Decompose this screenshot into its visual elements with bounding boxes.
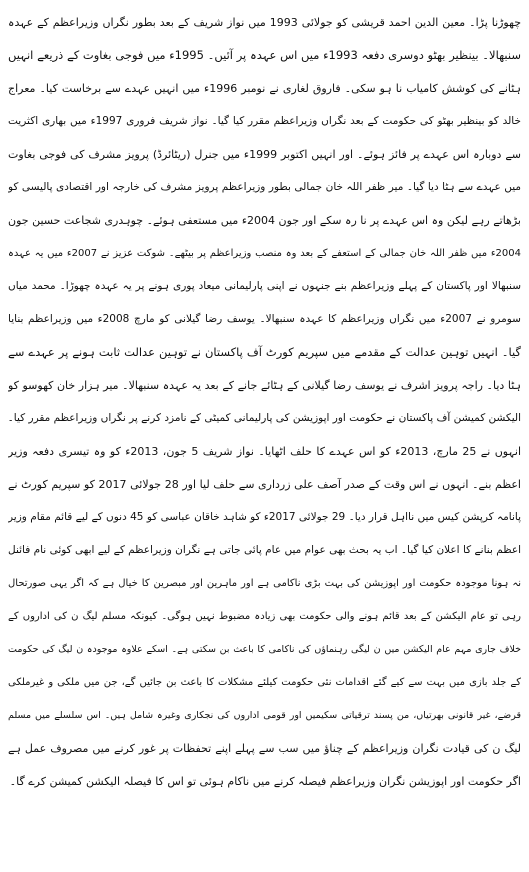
article-line-16: پانامہ کرپشن کیس میں نااہل قرار دیا۔ 29 جولائی 2017ء کو شاہد خاقان عباسی کو 45 دنوں کے لیے قائم مقام وزیر (8, 511, 521, 523)
article-line-24: اگر حکومت اور اپوزیشن نگران وزیراعظم فیصلہ کرنے میں ناکام ہوئی تو اس کا فیصلہ الیکشن کمیشن کرے گا۔ (9, 775, 521, 788)
article-line-3: ہٹانے کی کوشش کامیاب نا ہو سکی۔ فاروق لغاری نے نومبر 1996ء میں انہیں عہدے سے برخاست کیا۔ معراج (8, 82, 521, 95)
article-line-10: سومرو نے 2007ء میں نگراں وزیراعظم کا عہدہ سنبھالا۔ یوسف رضا گیلانی کو مارچ 2008ء میں وزیراعظم بنایا (8, 313, 521, 325)
article-line-8: 2004ء میں ظفر اللہ خان جمالی کے استعفے کے بعد وہ منصب وزیراعظم پر بیٹھے۔ شوکت عزیز نے 2007ء میں یہ عہدہ (8, 248, 521, 259)
article-line-11: گیا۔ انہیں توہین عدالت کے مقدمے میں سپریم کورٹ آف پاکستان نے توہین عدالت ثابت ہونے پر عہدے سے (8, 345, 521, 359)
article-line-14: انہوں نے 25 مارچ، 2013ء کو اس عہدے کا حلف اٹھایا۔ نواز شریف 5 جون، 2013ء کو وہ تیسری دفعہ وزیر (8, 445, 521, 458)
article-line-17: اعظم بنانے کا اعلان کیا گیا۔ اب یہ بحث بھی عوام میں عام پائی جاتی ہے نگران وزیراعظم کے لیے ابھی کوئی نام فائنل (8, 544, 521, 556)
article-line-9: سنبھالا اور پاکستان کے پہلے وزیراعظم بنے جنہوں نے اپنی پارلیمانی میعاد پوری ہونے پر یہ عہدہ چھوڑا۔ محمد میاں (8, 280, 521, 292)
article-line-23: لیگ ن کی قیادت نگران وزیراعظم کے چناؤ میں سب سے پہلے اپنے تحفظات پر غور کرنے میں مصروف عمل ہے (8, 742, 521, 755)
article-line-19: رہی تو عام الیکشن کے بعد قائم ہونے والی حکومت بھی زیادہ مضبوط نہیں ہوگی۔ کیونکہ مسلم لیگ ن کی اداروں کے (8, 611, 521, 622)
article-line-5: سے دوبارہ اس عہدے پر فائز ہوئے۔ اور انہیں اکتوبر 1999ء میں جنرل (ریٹائرڈ) پرویز مشرف کی فوجی بغاوت (8, 148, 521, 161)
article-line-21: کے جلد بازی میں بہت سے کیے گئے اقدامات نئی حکومت کیلئے مشکلات کا باعث بن جائیں گے، جن میں ملکی و غیرملکی (8, 677, 521, 688)
article-line-13: الیکشن کمیشن آف پاکستان نے حکومت اور اپوزیشن کی پارلیمانی کمیٹی کے نامزد کرنے پر نگراں وزیراعظم مقرر کیا۔ (8, 412, 521, 424)
article-line-18: نہ ہونا موجودہ حکومت اور اپوزیشن کی بہت بڑی ناکامی ہے اور ماہرین اور مبصرین کا خیال ہے کہ اگر یہی صورتحال (8, 578, 521, 589)
article-line-15: اعظم بنے۔ انہوں نے اس وقت کے صدر آصف علی زرداری سے حلف لیا اور 28 جولائی 2017 کو سپریم کورٹ نے (8, 478, 521, 491)
article-line-7: بڑھاتے رہے لیکن وہ اس عہدے پر نا رہ سکے اور جون 2004ء میں مستعفی ہوئے۔ چوہدری شجاعت حسین جون (8, 214, 521, 227)
article-body (8, 6, 521, 798)
article-line-2: سنبھالا۔ بینظیر بھٹو دوسری دفعہ 1993ء میں اس عہدہ پر آئیں۔ 1995ء میں فوجی بغاوت کے ذریعے انہیں (8, 48, 521, 62)
article-line-12: ہٹا دیا۔ راجہ پرویز اشرف نے یوسف رضا گیلانی کے ہٹائے جانے کے بعد یہ عہدہ سنبھالا۔ میر ہزار خان کھوسو کو (8, 379, 521, 392)
article-line-4: خالد کو بینظیر بھٹو کی حکومت کے بعد نگراں وزیراعظم مقرر کیا گیا۔ نواز شریف فروری 1997ء میں بھاری اکثریت (8, 115, 521, 127)
article-line-1: چھوڑنا پڑا۔ معین الدین احمد قریشی کو جولائی 1993 میں نواز شریف کے بعد بطور نگراں وزیراعظم کے عہدہ (8, 16, 521, 29)
article-line-22: قرضے، غیر قانونی بھرتیاں، من پسند ترقیاتی سکیمیں اور قومی اداروں کی نجکاری وغیرہ شامل ہیں۔ اس سلسلے میں مسلم (8, 710, 521, 721)
article-line-6: میں عہدے سے ہٹا دیا گیا۔ میر ظفر اللہ خان جمالی بطور وزیراعظم پرویز مشرف کی خارجہ اور اقتصادی پالیسی کو (8, 181, 521, 193)
article-line-20: خلاف جاری مہم عام الیکشن میں ن لیگی رہنماؤں کی ناکامی کا باعث بن سکتی ہے۔ اسکے علاوہ موجودہ ن لیگ کی حکومت (8, 644, 521, 655)
